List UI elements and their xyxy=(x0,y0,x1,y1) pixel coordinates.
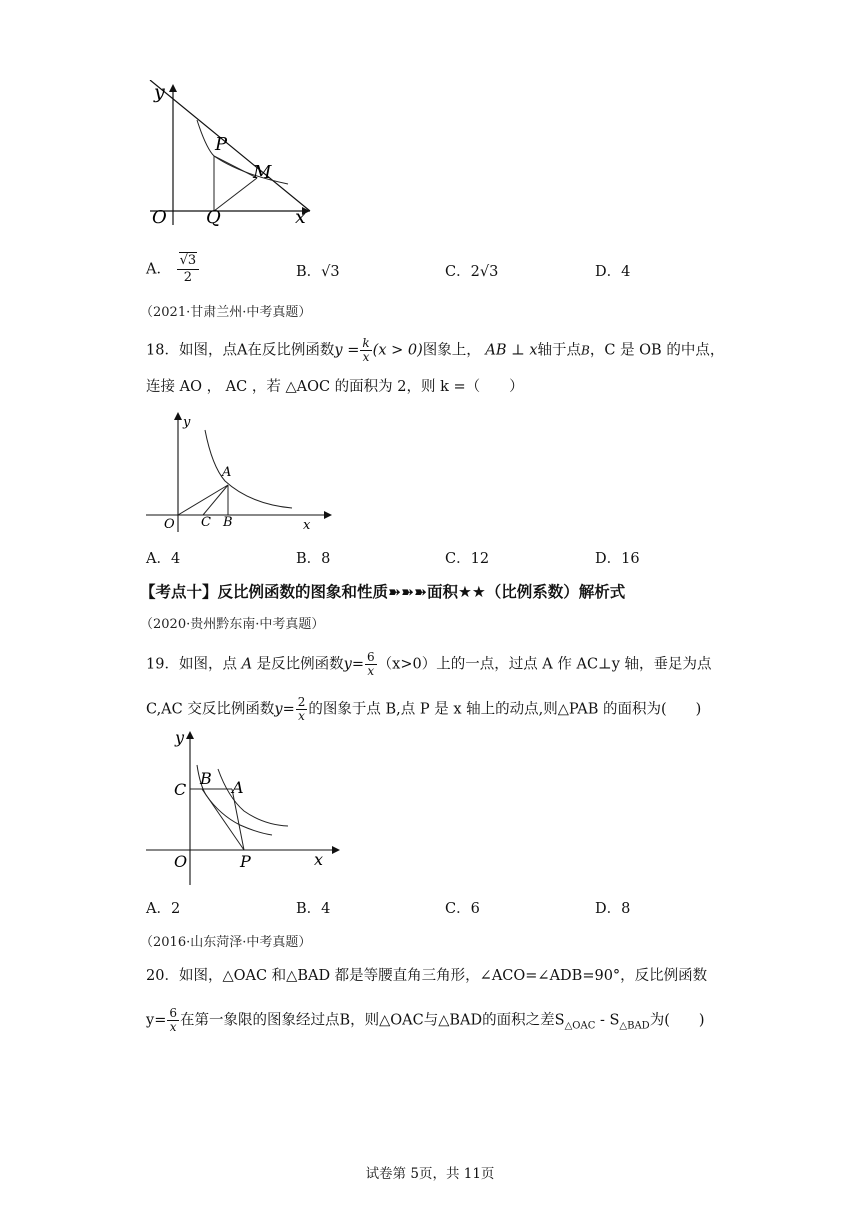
denominator: x xyxy=(367,664,375,678)
q17-figure xyxy=(140,80,320,230)
q19-text: 的图象于点 B,点 P 是 x 轴上的动点,则△PAB 的面积为( ) xyxy=(308,701,702,718)
denominator: x xyxy=(362,350,370,364)
q19-label-x: x xyxy=(314,850,324,869)
q18-option-d: D．16 xyxy=(595,551,640,567)
q19-text: C,AC 交反比例函数 xyxy=(146,701,275,718)
q19-point-a: A xyxy=(241,656,253,673)
fraction xyxy=(177,253,200,286)
q20-subscript-bad: △BAD xyxy=(619,1020,650,1032)
option-value: √3 xyxy=(321,264,340,280)
q18-line2: 连接 AO ， AC ，若 △AOC 的面积为 2，则 k =（ ） xyxy=(146,379,524,395)
q18-option-c: C．12 xyxy=(445,551,490,567)
q18-text: 18．如图，点A在反比例函数 xyxy=(146,342,335,359)
q18-label-a: A xyxy=(222,465,232,480)
option-value: 2√3 xyxy=(470,264,499,280)
q18-label-b: B xyxy=(223,515,233,530)
q18-option-a: A．4 xyxy=(146,551,181,567)
q19-text: （x>0）上的一点，过点 A 作 AC⊥y 轴，垂足为点 xyxy=(377,656,712,673)
q18-label-o: O xyxy=(164,517,175,532)
q18-source: （2021·甘肃兰州·中考真题） xyxy=(140,305,312,320)
q20-minus: - S xyxy=(595,1012,620,1029)
q20-text: 在第一象限的图象经过点B，则△OAC与△BAD的面积之差S xyxy=(179,1012,565,1029)
q19-option-d: D．8 xyxy=(595,901,631,917)
q18-text: 轴于点 xyxy=(537,342,582,359)
q20-text: 为( ) xyxy=(649,1012,705,1029)
numerator: 6 xyxy=(367,650,375,664)
q20-subscript-oac: △OAC xyxy=(564,1020,596,1032)
q18-line1 xyxy=(146,337,724,364)
q17-label-p: P xyxy=(215,134,228,155)
option-letter: B． xyxy=(296,264,322,280)
q19-label-y: y xyxy=(175,728,185,747)
numerator: k xyxy=(362,336,370,350)
q18-label-y: y xyxy=(183,415,191,430)
denominator: x xyxy=(298,709,305,723)
q19-text: 19．如图，点 xyxy=(146,656,237,673)
section-heading: 【考点十】反比例函数的图象和性质➽➽➽面积★★（比例系数）解析式 xyxy=(140,583,626,601)
q17-option-b xyxy=(296,260,340,281)
page-footer: 试卷第 5页，共 11页 xyxy=(365,1166,495,1182)
numerator: 6 xyxy=(169,1006,177,1020)
q17-label-m: M xyxy=(253,162,272,183)
q18-func-y: y = xyxy=(334,342,360,359)
q19-func-y: y= xyxy=(343,656,364,673)
q19-label-o: O xyxy=(174,852,188,871)
q18-ab-perp: AB ⊥ x xyxy=(485,342,538,359)
q18-text: 图象上， xyxy=(422,342,481,359)
q18-figure xyxy=(140,408,340,538)
denominator: 2 xyxy=(183,270,193,285)
q17-option-a xyxy=(146,253,200,286)
q19-label-c: C xyxy=(174,780,187,799)
q17-label-q: Q xyxy=(206,207,221,228)
q20-func-y: y= xyxy=(146,1012,167,1029)
q18-label-c: C xyxy=(201,515,211,530)
q19-label-b: B xyxy=(200,769,212,788)
q19-source: （2020·贵州黔东南·中考真题） xyxy=(140,617,325,632)
q20-fraction xyxy=(167,1007,179,1034)
q18-label-x: x xyxy=(303,518,311,533)
option-letter: A． xyxy=(146,261,171,278)
q20-line2 xyxy=(146,1007,705,1036)
sqrt-3: √3 xyxy=(179,253,197,268)
q19-func-y2: y= xyxy=(274,701,295,718)
option-value: 4 xyxy=(621,264,631,280)
q17-option-c xyxy=(445,260,498,281)
q19-label-a: A xyxy=(232,778,244,797)
q18-fraction xyxy=(360,337,371,364)
q19-text: 是反比例函数 xyxy=(256,656,344,673)
q19-label-p: P xyxy=(240,852,251,871)
option-letter: C． xyxy=(445,264,471,280)
numerator: 2 xyxy=(297,695,306,709)
q19-option-a: A．2 xyxy=(146,901,181,917)
q19-fraction xyxy=(365,651,377,678)
q20-line1: 20．如图，△OAC 和△BAD 都是等腰直角三角形，∠ACO=∠ADB=90°，反比例函数 xyxy=(146,968,708,984)
q18-point-b: B xyxy=(581,343,590,358)
q17-label-y: y xyxy=(154,81,165,103)
q19-option-c: C．6 xyxy=(445,901,480,917)
q18-text: ，C 是 OB 的中点， xyxy=(589,342,725,359)
denominator: x xyxy=(169,1020,177,1034)
q17-label-o: O xyxy=(152,207,167,228)
q19-option-b: B．4 xyxy=(296,901,331,917)
q19-fraction-2 xyxy=(296,696,308,723)
q17-label-x: x xyxy=(295,206,306,228)
option-letter: D． xyxy=(595,264,622,280)
q18-option-b: B．8 xyxy=(296,551,331,567)
q19-figure xyxy=(140,725,355,890)
q17-option-d xyxy=(595,260,630,281)
q20-source: （2016·山东菏泽·中考真题） xyxy=(140,935,312,950)
q18-condition: (x > 0) xyxy=(372,342,423,359)
q19-line2 xyxy=(146,696,701,723)
q19-line1 xyxy=(146,651,712,678)
